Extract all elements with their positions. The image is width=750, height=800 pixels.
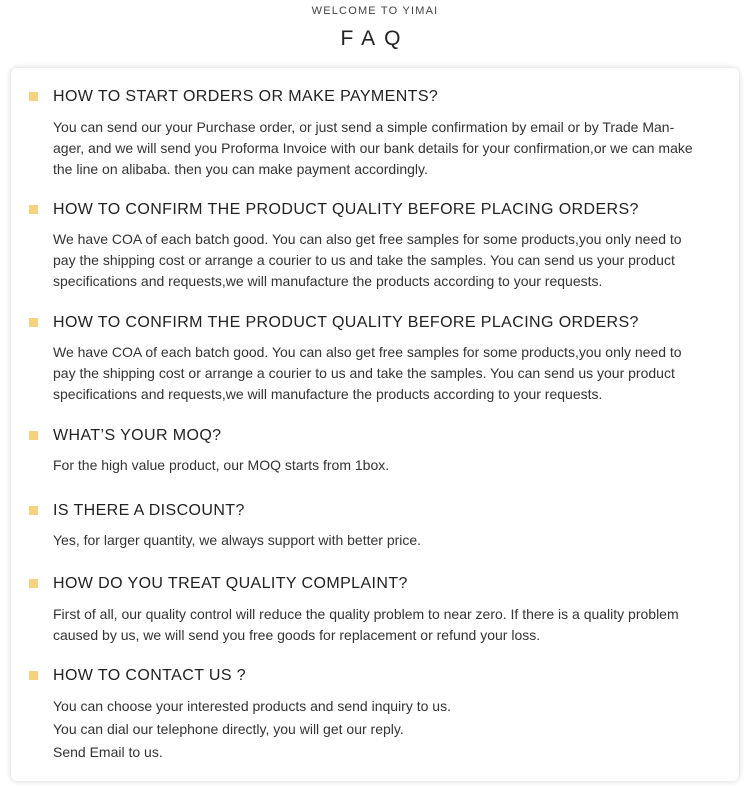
answer-line: For the high value product, our MOQ starts from 1box. bbox=[53, 457, 390, 473]
answer-line: pay the shipping cost or arrange a courier to us and take the samples. You can send us your product bbox=[53, 365, 675, 381]
answer-line: the line on alibaba. then you can make payment accordingly. bbox=[53, 161, 428, 177]
faq-question: HOW TO START ORDERS OR MAKE PAYMENTS? bbox=[53, 88, 439, 105]
faq-question: IS THERE A DISCOUNT? bbox=[53, 502, 245, 519]
faq-question: HOW TO CONFIRM THE PRODUCT QUALITY BEFORE PLACING ORDERS? bbox=[53, 314, 639, 331]
square-bullet-icon bbox=[29, 506, 38, 515]
answer-line: specifications and requests,we will manufacture the products according to your requests. bbox=[53, 386, 603, 402]
answer-line: Yes, for larger quantity, we always support with better price. bbox=[53, 532, 422, 548]
faq-question: HOW DO YOU TREAT QUALITY COMPLAINT? bbox=[53, 575, 408, 592]
faq-answer bbox=[53, 695, 728, 764]
faq-answer bbox=[53, 604, 728, 646]
faq-answer bbox=[53, 530, 728, 551]
answer-line: You can send our your Purchase order, or just send a simple confirmation by email or by Trade Man- bbox=[53, 119, 675, 135]
faq-question: HOW TO CONFIRM THE PRODUCT QUALITY BEFORE PLACING ORDERS? bbox=[53, 201, 639, 218]
square-bullet-icon bbox=[29, 431, 38, 440]
answer-line: First of all, our quality control will reduce the quality problem to near zero. If there is a quality problem bbox=[53, 606, 679, 622]
faq-question: HOW TO CONTACT US ? bbox=[53, 667, 247, 684]
square-bullet-icon bbox=[29, 205, 38, 214]
answer-line: We have COA of each batch good. You can also get free samples for some products,you only need to bbox=[53, 231, 682, 247]
square-bullet-icon bbox=[29, 318, 38, 327]
answer-line: We have COA of each batch good. You can also get free samples for some products,you only need to bbox=[53, 344, 682, 360]
answer-line: Send Email to us. bbox=[53, 744, 163, 760]
faq-answer bbox=[53, 342, 728, 405]
faq-answer bbox=[53, 455, 728, 476]
answer-line: You can dial our telephone directly, you will get our reply. bbox=[53, 721, 404, 737]
answer-line: You can choose your interested products and send inquiry to us. bbox=[53, 698, 451, 714]
square-bullet-icon bbox=[29, 671, 38, 680]
square-bullet-icon bbox=[29, 579, 38, 588]
faq-answer bbox=[53, 117, 728, 180]
faq-answer bbox=[53, 229, 728, 292]
square-bullet-icon bbox=[29, 92, 38, 101]
page-header bbox=[0, 0, 750, 66]
answer-line: pay the shipping cost or arrange a courier to us and take the samples. You can send us your product bbox=[53, 252, 675, 268]
answer-line: caused by us, we will send you free goods for replacement or refund your loss. bbox=[53, 627, 541, 643]
answer-line: ager, and we will send you Proforma Invoice with our bank details for your confirmation,or we can make bbox=[53, 140, 693, 156]
faq-question: WHAT’S YOUR MOQ? bbox=[53, 427, 222, 444]
faq-card bbox=[11, 68, 739, 781]
page-title: FAQ bbox=[340, 27, 410, 50]
answer-line: specifications and requests,we will manufacture the products according to your requests. bbox=[53, 273, 603, 289]
welcome-subtitle: WELCOME TO YIMAI bbox=[311, 5, 439, 17]
